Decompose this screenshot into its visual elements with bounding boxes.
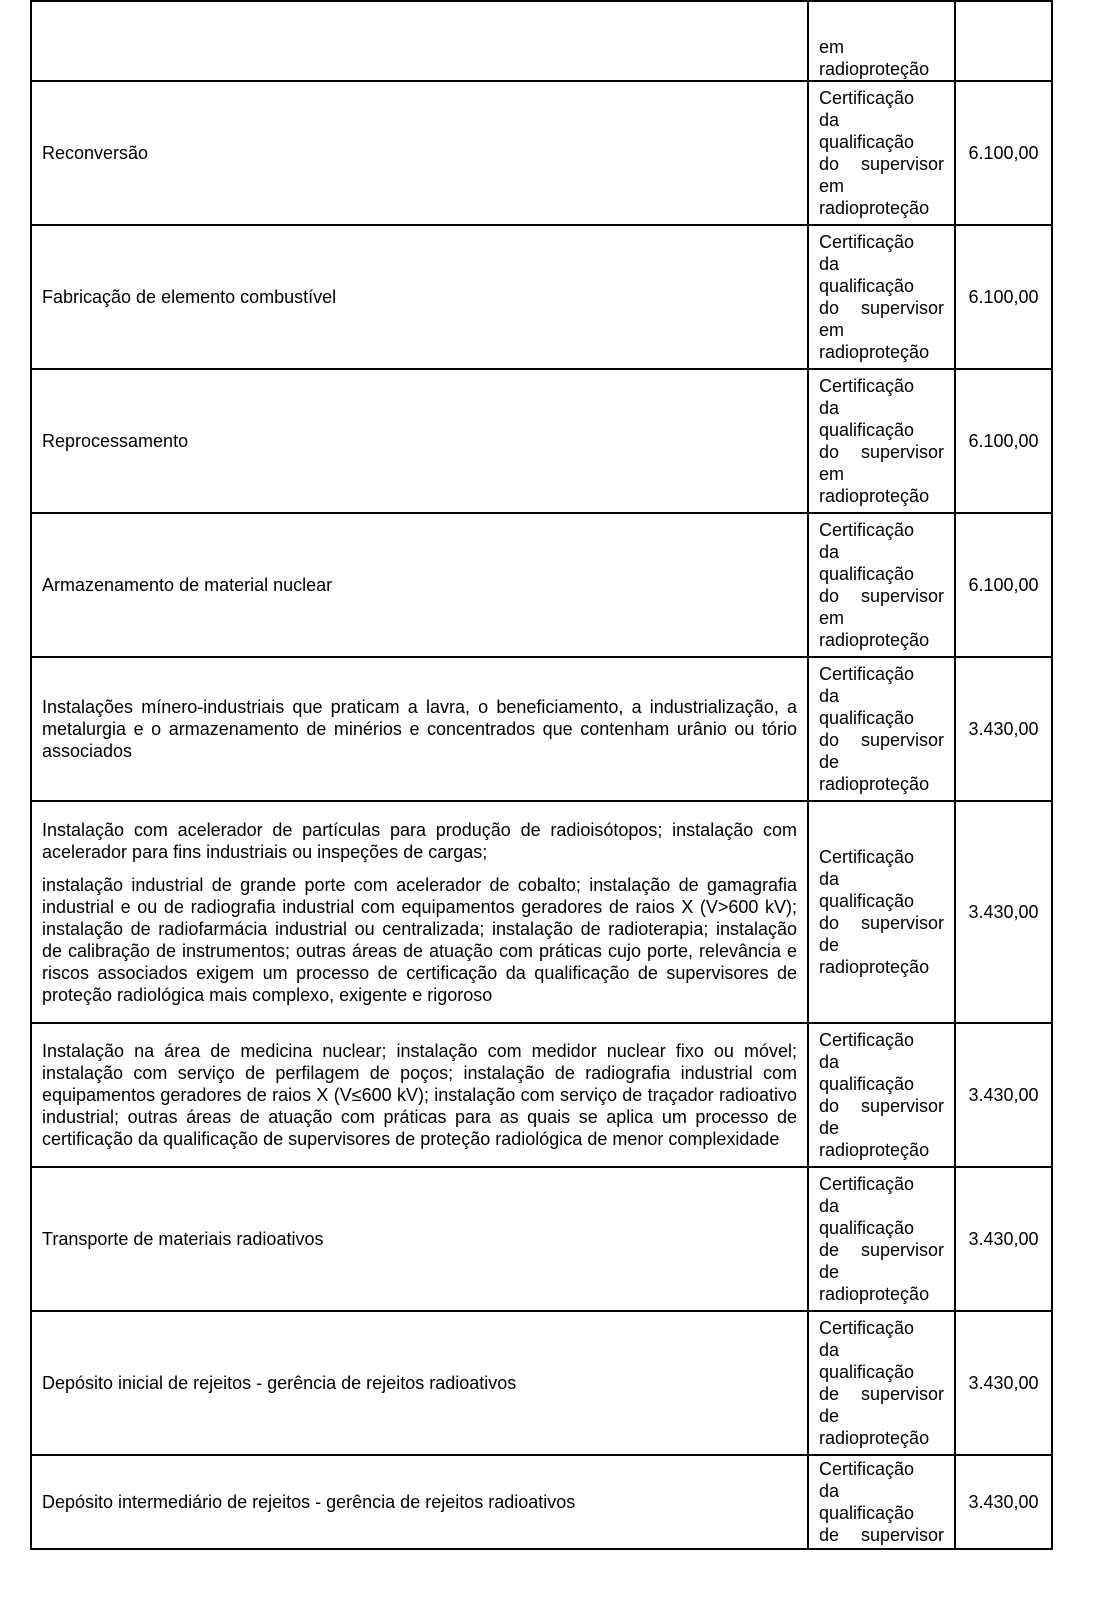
cert-line: da — [819, 869, 840, 889]
table-row — [31, 1, 1052, 81]
cert-line: radioproteção — [819, 1140, 930, 1160]
fee-value-cell: 3.430,00 — [955, 1023, 1052, 1167]
cert-line: Certificação — [819, 1030, 915, 1050]
fee-value-cell: 3.430,00 — [955, 1167, 1052, 1311]
table-row — [31, 81, 1052, 225]
cert-line: em — [819, 37, 845, 57]
cert-line: em — [819, 608, 845, 628]
fee-value-cell: 3.430,00 — [955, 1455, 1052, 1549]
cert-line: de supervisor — [819, 1240, 944, 1260]
cert-line: de — [819, 1118, 840, 1138]
certification-cell — [808, 225, 955, 369]
cert-line: radioproteção — [819, 198, 930, 218]
cert-line: do supervisor — [819, 730, 944, 750]
practice-paragraph: Instalação com acelerador de partículas para produção de radioisótopos; instalação com acelerador para fins industriais ou inspeções de cargas; — [42, 819, 797, 862]
practice-cell: Instalação na área de medicina nuclear; instalação com medidor nuclear fixo ou móvel; instalação com serviço de perfilagem de poços; instalação de radiografia industrial com equipamentos geradores de raios X (V≤600 kV); instalação com serviço de traçador radioativo industrial; outras áreas de atuação com práticas para as quais se aplica um processo de certificação da qualificação de supervisores de proteção radiológica de menor complexidade — [31, 1023, 808, 1167]
cert-line: Certificação — [819, 1174, 915, 1194]
fee-value-cell: 6.100,00 — [955, 225, 1052, 369]
certification-cell — [808, 1311, 955, 1455]
table-row — [31, 225, 1052, 369]
cert-line: da — [819, 1481, 840, 1501]
cert-line: de — [819, 1406, 840, 1426]
cert-line: radioproteção — [819, 1428, 930, 1448]
table-row — [31, 369, 1052, 513]
cert-line: de supervisor — [819, 1525, 944, 1545]
table-row — [31, 1455, 1052, 1549]
cert-line: da — [819, 254, 840, 274]
cert-line: radioproteção — [819, 1284, 930, 1304]
cert-line: Certificação — [819, 88, 915, 108]
cert-line: do supervisor — [819, 442, 944, 462]
fee-table — [30, 0, 1053, 1550]
cert-line: qualificação — [819, 1503, 915, 1523]
cert-line: radioproteção — [819, 486, 930, 506]
practice-cell — [31, 1, 808, 81]
fee-value-cell: 6.100,00 — [955, 513, 1052, 657]
cert-line: da — [819, 110, 840, 130]
cert-line: Certificação — [819, 1318, 915, 1338]
certification-cell — [808, 1167, 955, 1311]
cert-line: qualificação — [819, 891, 915, 911]
cert-line: qualificação — [819, 564, 915, 584]
practice-cell — [31, 801, 808, 1023]
cert-line: Certificação — [819, 664, 915, 684]
practice-cell: Armazenamento de material nuclear — [31, 513, 808, 657]
cert-line: da — [819, 398, 840, 418]
table-row — [31, 1167, 1052, 1311]
cert-line: qualificação — [819, 1074, 915, 1094]
cert-line: Certificação — [819, 376, 915, 396]
certification-cell — [808, 801, 955, 1023]
table-row — [31, 513, 1052, 657]
cert-line: em — [819, 320, 845, 340]
certification-cell — [808, 1, 955, 81]
cert-line: de — [819, 1262, 840, 1282]
practice-cell: Reprocessamento — [31, 369, 808, 513]
fee-value-cell: 3.430,00 — [955, 1311, 1052, 1455]
practice-cell: Transporte de materiais radioativos — [31, 1167, 808, 1311]
cert-line: em — [819, 176, 845, 196]
table-row — [31, 801, 1052, 1023]
cert-line: da — [819, 542, 840, 562]
cert-line: radioproteção — [819, 59, 930, 79]
practice-paragraph: instalação industrial de grande porte com acelerador de cobalto; instalação de gamagrafia industrial e ou de radiografia industrial com equipamentos geradores de raios X (V>600 kV); instalação de radiofarmácia industrial ou centralizada; instalação de radioterapia; instalação de calibração de instrumentos; outras áreas de atuação com práticas cujo porte, relevância e riscos associados exigem um processo de certificação da qualificação de supervisores de proteção radiológica mais complexo, exigente e rigoroso — [42, 874, 797, 1005]
cert-line: Certificação — [819, 1459, 915, 1479]
cert-line: do supervisor — [819, 586, 944, 606]
certification-cell — [808, 1023, 955, 1167]
cert-line: qualificação — [819, 1218, 915, 1238]
cert-line: do supervisor — [819, 154, 944, 174]
practice-cell: Reconversão — [31, 81, 808, 225]
cert-line: radioproteção — [819, 957, 930, 977]
cert-line: Certificação — [819, 847, 915, 867]
cert-line: do supervisor — [819, 298, 944, 318]
practice-cell: Fabricação de elemento combustível — [31, 225, 808, 369]
fee-value-cell: 3.430,00 — [955, 801, 1052, 1023]
cert-line: radioproteção — [819, 342, 930, 362]
certification-cell — [808, 1455, 955, 1549]
cert-line: de — [819, 752, 840, 772]
cert-line: qualificação — [819, 708, 915, 728]
fee-value-cell: 6.100,00 — [955, 81, 1052, 225]
fee-value-cell: 3.430,00 — [955, 657, 1052, 801]
fee-value-cell — [955, 1, 1052, 81]
practice-cell: Depósito intermediário de rejeitos - gerência de rejeitos radioativos — [31, 1455, 808, 1549]
cert-line: radioproteção — [819, 774, 930, 794]
cert-line: da — [819, 686, 840, 706]
practice-cell: Depósito inicial de rejeitos - gerência de rejeitos radioativos — [31, 1311, 808, 1455]
certification-cell — [808, 369, 955, 513]
cert-line: da — [819, 1340, 840, 1360]
table-row — [31, 657, 1052, 801]
cert-line: qualificação — [819, 276, 915, 296]
cert-line: radioproteção — [819, 630, 930, 650]
table-row — [31, 1311, 1052, 1455]
cert-line: da — [819, 1052, 840, 1072]
fee-value-cell: 6.100,00 — [955, 369, 1052, 513]
cert-line: qualificação — [819, 132, 915, 152]
cert-line: do supervisor — [819, 913, 944, 933]
practice-cell: Instalações mínero-industriais que praticam a lavra, o beneficiamento, a industrialização, a metalurgia e o armazenamento de minérios e concentrados que contenham urânio ou tório associados — [31, 657, 808, 801]
table-row — [31, 1023, 1052, 1167]
certification-cell — [808, 657, 955, 801]
cert-line: em — [819, 464, 845, 484]
certification-cell — [808, 81, 955, 225]
cert-line: Certificação — [819, 232, 915, 252]
cert-line: qualificação — [819, 1362, 915, 1382]
cert-line: de — [819, 935, 840, 955]
cert-line: de supervisor — [819, 1384, 944, 1404]
cert-line: qualificação — [819, 420, 915, 440]
cert-line: da — [819, 1196, 840, 1216]
certification-cell — [808, 513, 955, 657]
cert-line: Certificação — [819, 520, 915, 540]
cert-line: do supervisor — [819, 1096, 944, 1116]
